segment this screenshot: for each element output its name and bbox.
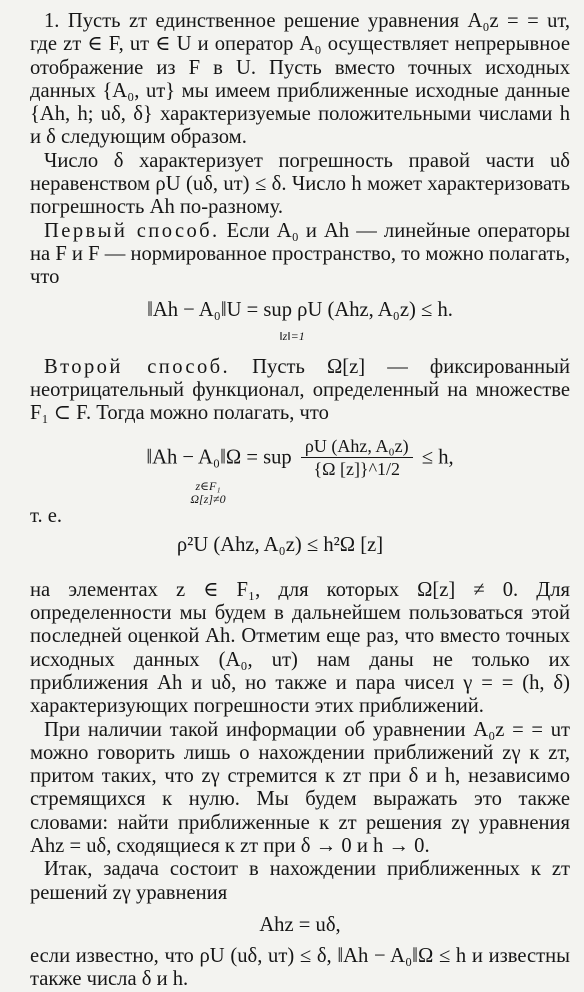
paragraph-5: на элементах z ∈ F₁, для которых Ω[z] ≠ 0. Для определенности мы будем в дальнейшем пользоваться этой последней оценкой Ah. Отметим еще раз, что вместо точных исходных данных (A₀, uт) нам даны не только их приближения Ah и uδ, но также и пара чисел γ = = (h, δ) характеризующих погрешности этих приближений.	[30, 578, 570, 718]
equation-omega-norm-limits	[190, 480, 225, 506]
equation-omega-norm-numerator: ρU (Ahz, A₀z)	[301, 435, 413, 458]
paragraph-6: При наличии такой информации об уравнении A₀z = = uт можно говорить лишь о нахождении приближений zγ к zт, притом таких, что zγ стремится к zт при δ и h, независимо стремящихся к нулю. Мы будем выражать это также словами: найти приближенные к zт решения zγ уравнения Ahz = uδ, сходящиеся к zт при δ → 0 и h → 0.	[30, 718, 570, 858]
equation-omega-norm-limit-a: z∈F₁	[195, 479, 221, 494]
paragraph-8: если известно, что ρU (uδ, uт) ≤ δ, ‖Ah − A₀‖Ω ≤ h и известны также числа δ и h.	[30, 944, 570, 991]
paragraph-7: Итак, задача состоит в нахождении приближенных к zт решений zγ уравнения	[30, 858, 570, 904]
equation-omega-norm-fraction	[301, 435, 413, 480]
second-method-heading: Второй способ.	[44, 355, 231, 378]
equation-operator-norm-subscript: ‖z‖=1	[279, 328, 305, 343]
equation-approx: Ahz = uδ,	[259, 913, 341, 936]
second-method-text: Пусть Ω[z] — фиксированный неотрицательный функционал, определенный на множестве F₁ ⊂ F. Тогда можно полагать, что	[30, 355, 570, 425]
equation-omega-norm	[30, 435, 570, 509]
paragraph-second-method	[30, 356, 570, 426]
paragraph-2: Число δ характеризует погрешность правой части uδ неравенством ρU (uδ, uт) ≤ δ. Число h может характеризовать погрешность Ah по-разному.	[30, 149, 570, 219]
equation-rho-estimate: ρ²U (Ahz, A₀z) ≤ h²Ω [z]	[176, 533, 384, 556]
that-is-label: т. е.	[30, 505, 63, 528]
equation-omega-norm-left: ‖Ah − A₀‖Ω = sup	[146, 446, 292, 469]
equation-omega-norm-denominator: {Ω [z]}^1/2	[313, 459, 401, 480]
equation-operator-norm-body: ‖Ah − A₀‖U = sup ρU (Ahz, A₀z) ≤ h.	[147, 298, 453, 321]
equation-omega-norm-right: ≤ h,	[421, 446, 454, 469]
paragraph-1: 1. Пусть zт единственное решение уравнения A₀z = = uт, где zт ∈ F, uт ∈ U и оператор A₀ осуществляет непрерывное отображение из F в U. Пусть вместо точных исходных данных {A₀, uт} мы имеем приближенные исходные данные {Ah, h; uδ, δ} характеризуемые положительными числами h и δ следующим образом.	[30, 10, 570, 149]
equation-omega-norm-limit-b: Ω[z]≠0	[190, 492, 226, 507]
equation-operator-norm	[30, 298, 570, 346]
paragraph-first-method	[30, 220, 570, 290]
first-method-heading: Первый способ.	[44, 219, 220, 242]
first-method-text: Если A₀ и Ah — линейные операторы на F и F — нормированное пространство, то можно полагать, что	[30, 219, 570, 289]
